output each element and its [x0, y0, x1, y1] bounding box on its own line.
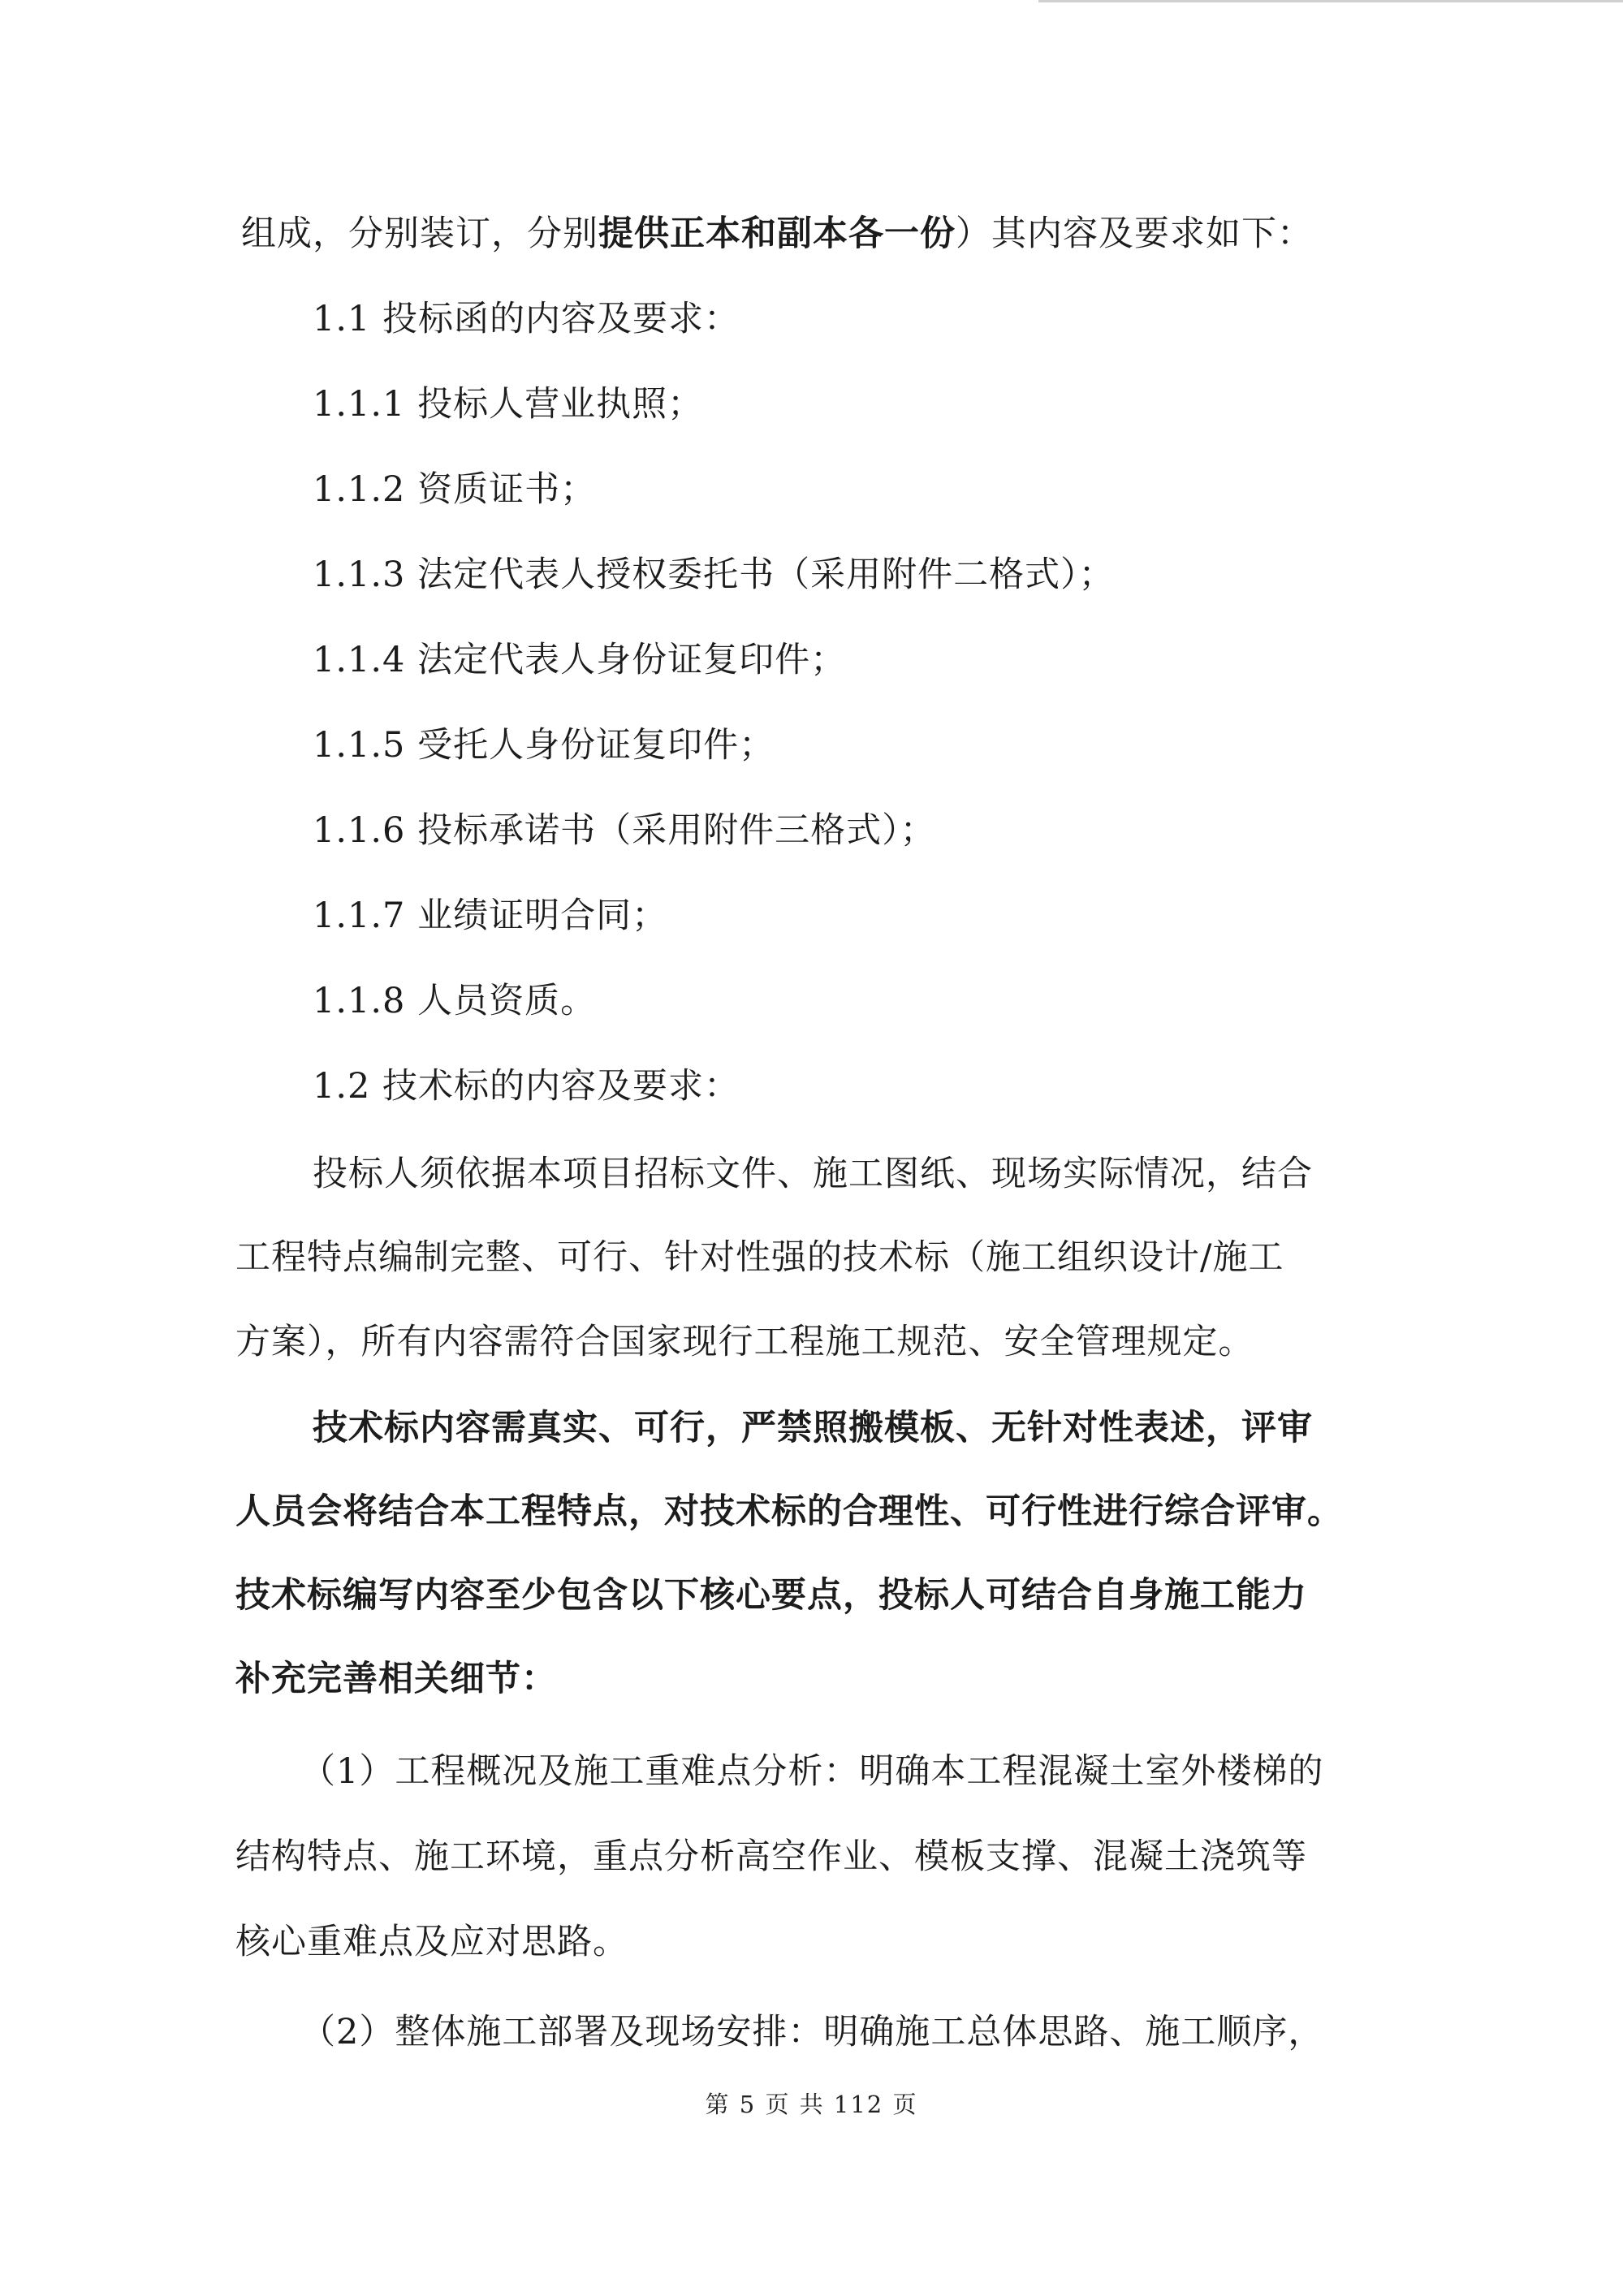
intro-text-b: ）其内容及要求如下：	[956, 214, 1313, 254]
point-line: 结构特点、施工环境，重点分析高空作业、模板支撑、混凝土浇筑等	[235, 1836, 1307, 1877]
intro-text-bold: 提供正本和副本各一份	[598, 214, 956, 254]
bold-paragraph-line: 技术标内容需真实、可行，严禁照搬模板、无针对性表述，评审	[313, 1408, 1313, 1448]
list-item: 1.1.5 受托人身份证复印件；	[313, 725, 775, 766]
list-item: 1.1.4 法定代表人身份证复印件；	[313, 640, 847, 680]
bold-paragraph-line: 人员会将结合本工程特点，对技术标的合理性、可行性进行综合评审。	[235, 1491, 1343, 1532]
point-line: 核心重难点及应对思路。	[235, 1922, 628, 1962]
paragraph-line: 投标人须依据本项目招标文件、施工图纸、现场实际情况，结合	[313, 1154, 1313, 1194]
footer-middle: 页 共	[765, 2091, 825, 2118]
footer-page-number: 5	[739, 2091, 757, 2118]
footer-total-pages: 112	[833, 2091, 884, 2118]
section-1-1-heading: 1.1 投标函的内容及要求：	[313, 299, 740, 339]
footer-prefix: 第	[705, 2091, 731, 2118]
section-1-2-heading: 1.2 技术标的内容及要求：	[313, 1066, 740, 1107]
list-item: 1.1.1 投标人营业执照；	[313, 384, 704, 425]
paragraph-line: 方案），所有内容需符合国家现行工程施工规范、安全管理规定。	[235, 1322, 1254, 1362]
point-line: （2）整体施工部署及现场安排：明确施工总体思路、施工顺序，	[300, 2012, 1324, 2052]
list-item: 1.1.7 业绩证明合同；	[313, 896, 668, 936]
intro-text-a: 组成，分别装订，分别	[241, 214, 598, 254]
page-edge-line	[1038, 0, 1623, 2]
page-footer	[0, 2088, 1623, 2121]
bold-paragraph-line: 补充完善相关细节：	[235, 1659, 557, 1699]
point-line: （1）工程概况及施工重难点分析：明确本工程混凝土室外楼梯的	[300, 1751, 1324, 1792]
list-item: 1.1.6 投标承诺书（采用附件三格式）；	[313, 810, 936, 851]
paragraph-line: 工程特点编制完整、可行、针对性强的技术标（施工组织设计/施工	[235, 1237, 1284, 1278]
bold-paragraph-line: 技术标编写内容至少包含以下核心要点，投标人可结合自身施工能力	[235, 1575, 1307, 1616]
intro-line-1	[241, 209, 1313, 258]
list-item: 1.1.3 法定代表人授权委托书（采用附件二格式）；	[313, 555, 1115, 595]
footer-suffix: 页	[892, 2091, 918, 2118]
list-item: 1.1.2 资质证书；	[313, 469, 597, 510]
list-item: 1.1.8 人员资质。	[313, 981, 597, 1021]
